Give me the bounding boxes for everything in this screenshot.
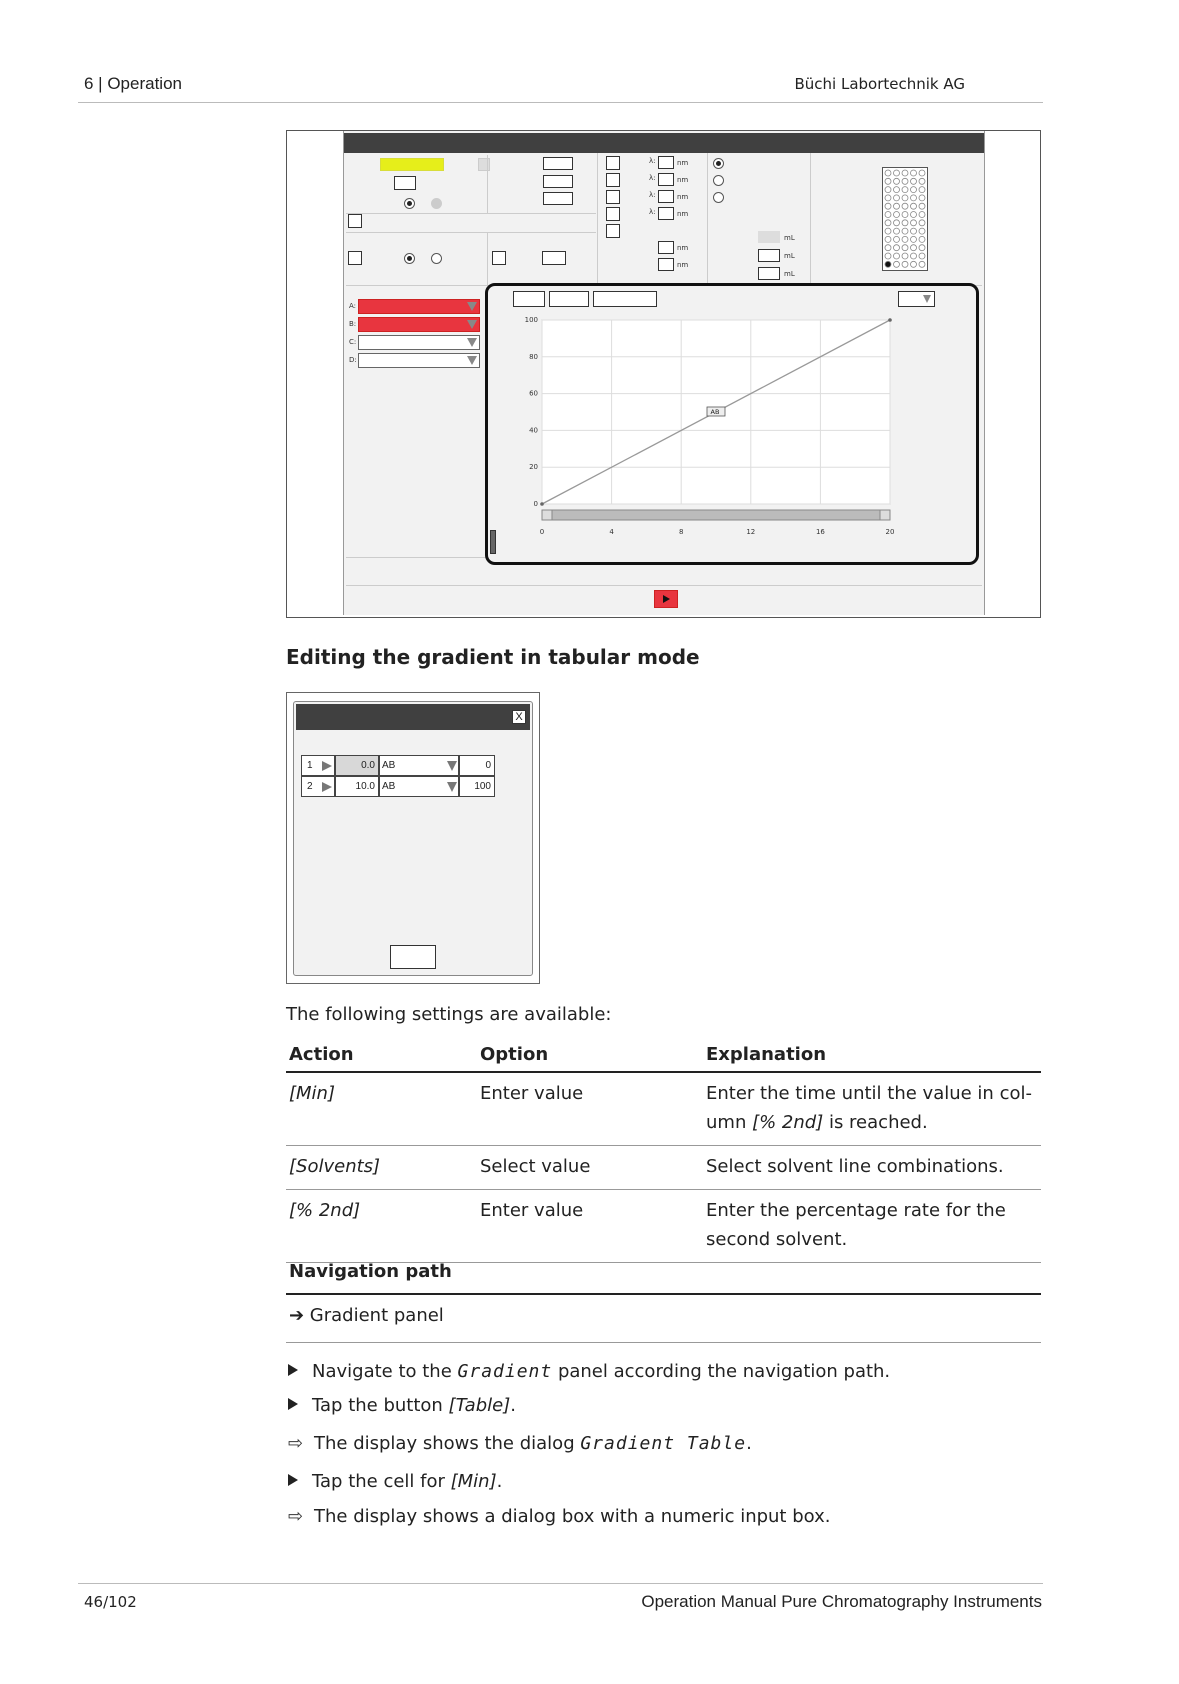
rack-position xyxy=(894,178,900,184)
rack-position xyxy=(885,253,891,259)
rack-position xyxy=(902,245,908,251)
navigation-path-header: Navigation path xyxy=(289,1261,452,1282)
radio-option-2[interactable] xyxy=(431,198,442,209)
page-number: 46/102 xyxy=(84,1593,137,1611)
table-row: [Min] Enter value Enter the time until the value in col-umn [% 2nd] is reached. xyxy=(286,1072,1041,1146)
row-arrow-icon xyxy=(321,781,333,793)
radio-option-4[interactable] xyxy=(713,175,724,186)
screen-title-bar xyxy=(344,133,984,153)
rack-position xyxy=(919,212,925,218)
document-title: Operation Manual Pure Chromatography Instruments xyxy=(641,1592,1042,1611)
navigation-path: ➔ Gradient panel xyxy=(289,1305,444,1326)
radio-option-1[interactable] xyxy=(404,198,415,209)
row-index-cell[interactable]: 1 xyxy=(301,755,335,776)
play-icon xyxy=(655,591,677,607)
action-arrow-icon xyxy=(288,1398,298,1410)
y-tick-label: 0 xyxy=(533,500,538,508)
rack-position xyxy=(919,253,925,259)
gradient-panel xyxy=(485,283,979,565)
min-cell[interactable]: 10.0 xyxy=(335,776,379,797)
col-header-explanation: Explanation xyxy=(703,1040,1041,1072)
rack-position xyxy=(911,203,917,209)
solvent-label: B: xyxy=(349,320,357,328)
threshold-input[interactable] xyxy=(658,258,674,271)
step-4: Tap the cell for [Min]. xyxy=(288,1471,502,1492)
gradient-chart[interactable] xyxy=(518,312,938,557)
input-field[interactable] xyxy=(394,176,416,190)
rack-position xyxy=(902,261,908,267)
gradient-button-2[interactable] xyxy=(549,291,589,307)
rack-position xyxy=(894,228,900,234)
rack-position xyxy=(911,261,917,267)
rack-position xyxy=(902,212,908,218)
rack-position xyxy=(919,170,925,176)
solvent-label: C: xyxy=(349,338,357,346)
rack-position xyxy=(902,203,908,209)
rack-position xyxy=(902,170,908,176)
checkbox[interactable] xyxy=(606,224,620,238)
header-section: 6 | Operation xyxy=(84,74,182,93)
rack-grid-icon[interactable] xyxy=(882,167,928,271)
x-tick-label: 16 xyxy=(815,528,825,536)
dropdown-arrow-icon xyxy=(467,356,477,365)
rack-position xyxy=(894,187,900,193)
action-arrow-icon xyxy=(288,1474,298,1486)
checkbox[interactable] xyxy=(492,251,506,265)
rack-position xyxy=(894,261,900,267)
rack-position xyxy=(919,245,925,251)
x-tick-label: 8 xyxy=(678,528,684,536)
x-tick-label: 4 xyxy=(609,528,614,536)
rack-position xyxy=(911,220,917,226)
rack-position xyxy=(885,245,891,251)
rack-position xyxy=(911,212,917,218)
col-header-option: Option xyxy=(477,1040,703,1072)
rack-position xyxy=(894,236,900,242)
input-field[interactable] xyxy=(543,175,573,188)
scroll-left-button xyxy=(542,510,552,520)
rack-position xyxy=(919,228,925,234)
x-tick-label: 12 xyxy=(746,528,756,536)
rack-position xyxy=(885,220,891,226)
start-button[interactable] xyxy=(654,590,678,608)
rack-position xyxy=(885,178,891,184)
rack-position xyxy=(902,187,908,193)
wavelength-input[interactable] xyxy=(658,190,674,203)
gradient-table-dialog xyxy=(286,692,540,984)
threshold-input[interactable] xyxy=(658,241,674,254)
solvent-select-a[interactable] xyxy=(358,299,480,314)
y-tick-label: 20 xyxy=(529,463,538,472)
checkbox[interactable] xyxy=(606,173,620,187)
rack-position xyxy=(911,245,917,251)
segment-label: AB xyxy=(710,408,720,416)
rack-position xyxy=(885,187,891,193)
dropdown-arrow-icon xyxy=(467,320,477,329)
rack-position xyxy=(911,187,917,193)
solvents-cell[interactable]: AB xyxy=(379,776,459,797)
rack-position xyxy=(894,195,900,201)
step-2: Tap the button [Table]. xyxy=(288,1395,516,1416)
y-tick-label: 60 xyxy=(529,389,538,398)
rack-position xyxy=(911,253,917,259)
result-arrow-icon: ⇨ xyxy=(288,1433,304,1454)
settings-table xyxy=(286,1040,1041,1263)
gradient-point xyxy=(888,318,892,322)
rack-position xyxy=(894,203,900,209)
dropdown-arrow-icon xyxy=(446,760,458,772)
step-5-result: ⇨ The display shows a dialog box with a numeric input box. xyxy=(288,1506,831,1527)
col-header-action: Action xyxy=(286,1040,477,1072)
rack-position xyxy=(885,170,891,176)
result-arrow-icon: ⇨ xyxy=(288,1506,304,1527)
volume-input[interactable] xyxy=(758,249,780,262)
step-3-result: ⇨ The display shows the dialog Gradient Table. xyxy=(288,1433,752,1454)
rack-position xyxy=(894,253,900,259)
solvent-select-d[interactable] xyxy=(358,353,480,368)
pct-cell[interactable]: 0 xyxy=(459,755,495,776)
rack-position xyxy=(911,195,917,201)
rack-position xyxy=(919,236,925,242)
radio-option-3[interactable] xyxy=(713,158,724,169)
table-row: [Solvents] Select value Select solvent line combinations. xyxy=(286,1146,1041,1190)
radio-option-6[interactable] xyxy=(404,253,415,264)
rack-position xyxy=(894,220,900,226)
input-field[interactable] xyxy=(542,251,566,265)
rack-position xyxy=(919,178,925,184)
instrument-screenshot xyxy=(286,130,1041,618)
wavelength-input[interactable] xyxy=(658,156,674,169)
rack-position xyxy=(902,236,908,242)
gradient-button-1[interactable] xyxy=(513,291,545,307)
header-rule xyxy=(78,102,1043,103)
x-tick-label: 20 xyxy=(885,528,895,536)
section-heading: Editing the gradient in tabular mode xyxy=(286,645,700,669)
panel-collapse-handle[interactable] xyxy=(490,530,496,554)
gradient-dropdown[interactable] xyxy=(898,291,935,307)
checkbox[interactable] xyxy=(348,214,362,228)
y-tick-label: 100 xyxy=(524,316,538,324)
rack-position xyxy=(919,220,925,226)
checkbox[interactable] xyxy=(606,207,620,221)
close-button[interactable]: X xyxy=(512,710,526,724)
min-cell[interactable]: 0.0 xyxy=(335,755,379,776)
radio-option-5[interactable] xyxy=(713,192,724,203)
rack-position xyxy=(894,212,900,218)
rack-position xyxy=(911,170,917,176)
y-tick-label: 80 xyxy=(529,352,538,361)
solvent-select-c[interactable] xyxy=(358,335,480,350)
x-tick-label: 0 xyxy=(539,528,545,536)
input-field[interactable] xyxy=(543,192,573,205)
rack-position xyxy=(919,261,925,267)
wavelength-label: λ: xyxy=(649,157,656,165)
row-arrow-icon xyxy=(321,760,333,772)
intro-text: The following settings are available: xyxy=(286,1004,612,1025)
wavelength-label: λ: xyxy=(649,191,656,199)
action-arrow-icon xyxy=(288,1364,298,1376)
checkbox[interactable] xyxy=(606,190,620,204)
header-company: Büchi Labortechnik AG xyxy=(794,75,965,93)
rack-position xyxy=(902,178,908,184)
solvent-label: D: xyxy=(349,356,357,364)
wavelength-label: λ: xyxy=(649,208,656,216)
rack-position xyxy=(885,228,891,234)
rack-position xyxy=(885,236,891,242)
rack-position xyxy=(885,195,891,201)
row-index-cell[interactable]: 2 xyxy=(301,776,335,797)
dialog-ok-button[interactable] xyxy=(390,945,436,969)
rack-position xyxy=(902,195,908,201)
rack-position xyxy=(911,178,917,184)
rack-position xyxy=(902,228,908,234)
rack-position xyxy=(902,220,908,226)
volume-field xyxy=(758,231,780,243)
rack-position xyxy=(885,203,891,209)
dropdown-arrow-icon xyxy=(467,302,477,311)
instrument-screen: λ: nm λ: nm λ: nm λ: nm nm nm mL mL mL A: B: C: D: 0 4 8 12 16 20 0 20 40 60 80 100 AB xyxy=(343,131,985,615)
rack-position xyxy=(919,203,925,209)
dropdown-arrow-icon xyxy=(923,295,931,303)
table-button[interactable] xyxy=(593,291,657,307)
checkbox[interactable] xyxy=(348,251,362,265)
y-tick-label: 40 xyxy=(529,426,538,435)
solvent-select-b[interactable] xyxy=(358,317,480,332)
rack-position xyxy=(885,212,891,218)
pct-cell[interactable]: 100 xyxy=(459,776,495,797)
radio-option-7[interactable] xyxy=(431,253,442,264)
status-field-yellow xyxy=(380,158,444,171)
input-field[interactable] xyxy=(543,157,573,170)
rack-position xyxy=(911,228,917,234)
step-1: Navigate to the Gradient panel according the navigation path. xyxy=(288,1361,890,1382)
scroll-right-button xyxy=(880,510,890,520)
rack-position xyxy=(911,236,917,242)
wavelength-input[interactable] xyxy=(658,207,674,220)
wavelength-input[interactable] xyxy=(658,173,674,186)
rack-position xyxy=(919,187,925,193)
wavelength-label: λ: xyxy=(649,174,656,182)
dialog-title-bar xyxy=(296,704,530,730)
info-button[interactable] xyxy=(478,158,490,171)
dropdown-arrow-icon xyxy=(446,781,458,793)
solvent-label: A: xyxy=(349,302,357,310)
rack-position xyxy=(885,261,891,267)
solvents-cell[interactable]: AB xyxy=(379,755,459,776)
chart-scrollbar xyxy=(542,510,890,520)
rack-position xyxy=(894,170,900,176)
checkbox[interactable] xyxy=(606,156,620,170)
dropdown-arrow-icon xyxy=(467,338,477,347)
table-row: [% 2nd] Enter value Enter the percentage rate for the second solvent. xyxy=(286,1190,1041,1263)
rack-position xyxy=(894,245,900,251)
volume-input[interactable] xyxy=(758,267,780,280)
rack-position xyxy=(919,195,925,201)
gradient-point xyxy=(540,502,544,506)
rack-position xyxy=(902,253,908,259)
